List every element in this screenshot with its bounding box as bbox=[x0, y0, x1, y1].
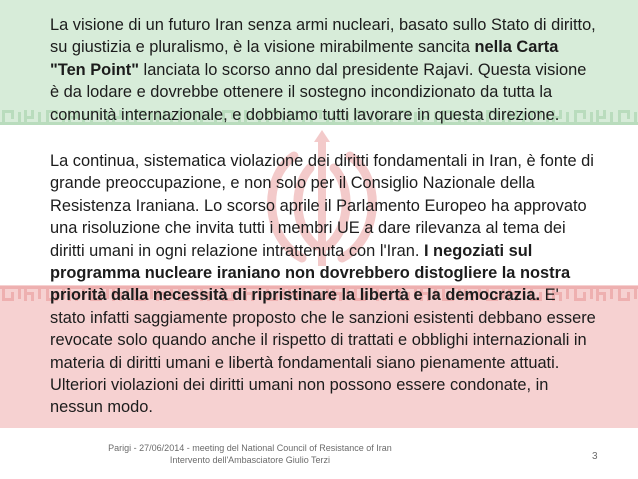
human-rights-text-part-1: La continua, sistematica violazione dei diritti fondamentali in Iran, è fonte di grande preoccupazione, e non solo per il Consiglio Nazionale della Resistenza Iraniana. Lo scorso aprile il Parlamento Europeo ha approvato una risoluzione che invita tutti i membri UE a dare rilevanza al tema dei diritti umani in ogni relazione intrattenuta con l'Iran. bbox=[50, 152, 594, 260]
intro-paragraph bbox=[50, 14, 598, 126]
page-number: 3 bbox=[592, 451, 598, 462]
footer-event-line: Parigi - 27/06/2014 - meeting del National Council of Resistance of Iran bbox=[108, 443, 392, 453]
human-rights-paragraph bbox=[50, 150, 598, 419]
human-rights-bold-text: I negoziati sul programma nucleare iraniano non dovrebbero distogliere la nostra priorità dalla necessità di ripristinare la libertà e la democrazia. bbox=[50, 241, 571, 305]
intro-text-part-2: lanciata lo scorso anno dal presidente Rajavi. Questa visione è da lodare e dovrebbe ottenere il sostegno incondizionato da tutta la comunità internazionale, e dobbiamo tutti lavorare in questa direzione. bbox=[50, 60, 587, 124]
footer-speaker-line: Intervento dell'Ambasciatore Giulio Terzi bbox=[169, 455, 331, 465]
intro-bold-text: nella Carta "Ten Point" bbox=[50, 38, 559, 79]
intro-text-part-1: La visione di un futuro Iran senza armi nucleari, basato sullo Stato di diritto, su giustizia e pluralismo, è la visione mirabilmente sancita bbox=[50, 16, 596, 57]
slide-footer bbox=[90, 442, 410, 466]
human-rights-text-part-2: E' stato infatti saggiamente proposto che le sanzioni esistenti debbano essere revocate solo quando anche il rispetto di trattati e obblighi internazionali in materia di diritti umani e libertà fondamentali siano pienamente attuati. Ulteriori violazioni dei diritti umani non possono essere condonate, in nessun modo. bbox=[50, 286, 596, 417]
